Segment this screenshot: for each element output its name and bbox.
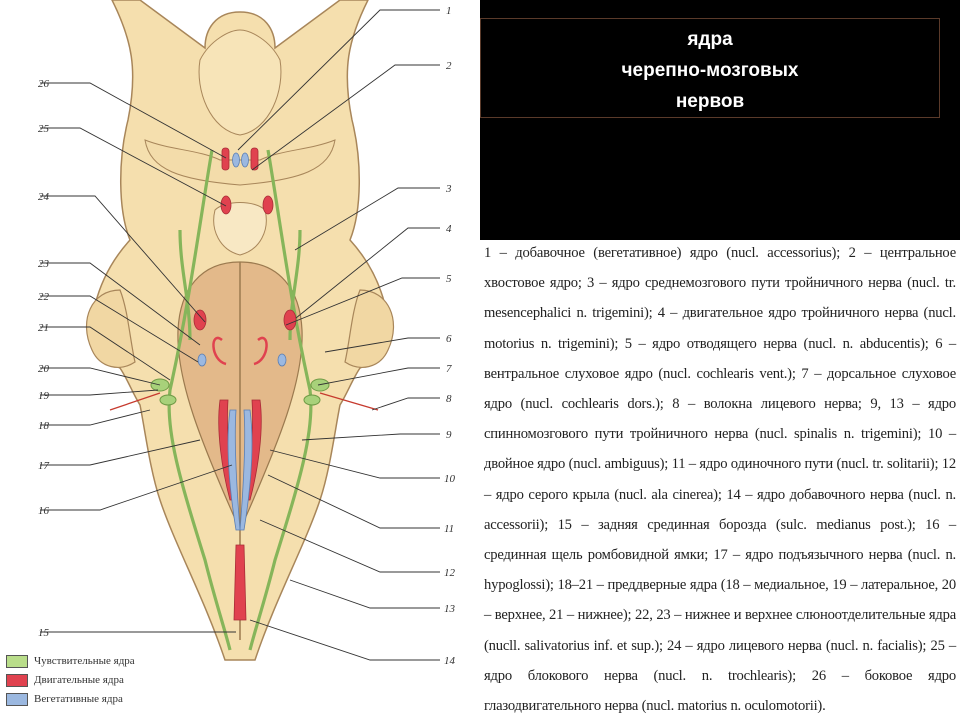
label-16: 16: [38, 505, 49, 517]
label-25: 25: [38, 123, 49, 135]
trochlear-right: [263, 196, 273, 214]
key-autonomic: [6, 693, 123, 706]
salivatory-right: [278, 354, 286, 366]
swatch-motor: [6, 674, 28, 687]
label-26: 26: [38, 78, 49, 90]
key-motor: [6, 674, 124, 687]
label-6: 6: [446, 333, 452, 345]
label-9: 9: [446, 429, 452, 441]
label-21: 21: [38, 322, 49, 334]
caption-text: 1 – добавочное (вегетативное) ядро (nucl. accessorius); 2 – центральное хвостовое ядро; 3 – ядро среднемозгового пути тройничного нерва (nucl. tr. mesencephalici n. trigemini); 4 – двигательное ядро тройничного нерва (nucl. motorius n. trigemini); 5 – ядро отводящего нерва (nucl. n. abducentis); 6 – вентральное слуховое ядро (nucl. cochlearis vent.); 7 – дорсальное слуховое ядро (nucl. cochlearis dors.); 8 – волокна лицевого нерва; 9, 13 – ядро спинномозгового пути тройничного нерва (nucl. spinalis n. trigemini); 10 – двойное ядро (nucl. ambiguus); 11 – ядро одиночного пути (nucl. tr. solitarii); 12 – ядро серого крыла (nucl. ala cinerea); 14 – ядро добавочного нерва (nucl. n. accessorii); 15 – задняя срединная борозда (sulc. medianus post.); 16 – срединная щель ромбовидной ямки; 17 – ядро подъязычного нерва (nucl. n. hypoglossi); 18–21 – преддверные ядра (18 – медиальное, 19 – латеральное, 20 – верхнее, 21 – нижнее); 22, 23 – нижнее и верхнее слюноотделительные ядра (nucll. salivatorius inf. et sup.); 24 – ядро лицевого нерва (nucl. n. facialis); 25 – ядро блокового нерва (nucl. n. trochlearis); 26 – боковое ядро глазодвигательного нерва (nucl. matorius n. oculomotorii).: [484, 245, 956, 715]
label-14: 14: [444, 655, 455, 667]
title-line-1: ядра: [687, 29, 733, 50]
label-18: 18: [38, 420, 49, 432]
label-1: 1: [446, 5, 452, 17]
trigeminal-motor-left: [194, 310, 206, 330]
label-19: 19: [38, 390, 49, 402]
label-10: 10: [444, 473, 455, 485]
vestibular-right-2: [304, 395, 320, 405]
label-4: 4: [446, 223, 452, 235]
label-8: 8: [446, 393, 452, 405]
label-15: 15: [38, 627, 49, 639]
key-sensory-label: Чувствительные ядра: [34, 655, 135, 668]
trochlear-left: [221, 196, 231, 214]
label-13: 13: [444, 603, 455, 615]
swatch-sensory: [6, 655, 28, 668]
salivatory-left: [198, 354, 206, 366]
key-motor-label: Двигательные ядра: [34, 674, 124, 687]
trigeminal-motor-right: [284, 310, 296, 330]
label-24: 24: [38, 191, 49, 203]
key-sensory: [6, 655, 135, 668]
label-23: 23: [38, 258, 49, 270]
title-line-2: черепно-мозговых: [621, 60, 799, 81]
key-autonomic-label: Вегетативные ядра: [34, 693, 123, 706]
label-20: 20: [38, 363, 49, 375]
oculomotor-left: [222, 148, 229, 170]
brainstem-nuclei-diagram: [0, 0, 480, 720]
label-11: 11: [444, 523, 455, 535]
vestibular-left-2: [160, 395, 176, 405]
label-12: 12: [444, 567, 455, 579]
slide-title: [480, 24, 940, 117]
label-3: 3: [446, 183, 452, 195]
label-7: 7: [446, 363, 452, 375]
title-line-3: нервов: [675, 91, 745, 112]
label-2: 2: [446, 60, 452, 72]
swatch-autonomic: [6, 693, 28, 706]
figure-caption: [484, 238, 956, 718]
label-17: 17: [38, 460, 49, 472]
accessory-autonomic-left: [233, 153, 240, 167]
accessory-nucleus: [234, 545, 246, 620]
label-5: 5: [446, 273, 452, 285]
accessory-autonomic-right: [242, 153, 249, 167]
label-22: 22: [38, 291, 49, 303]
title-panel: [480, 0, 960, 240]
